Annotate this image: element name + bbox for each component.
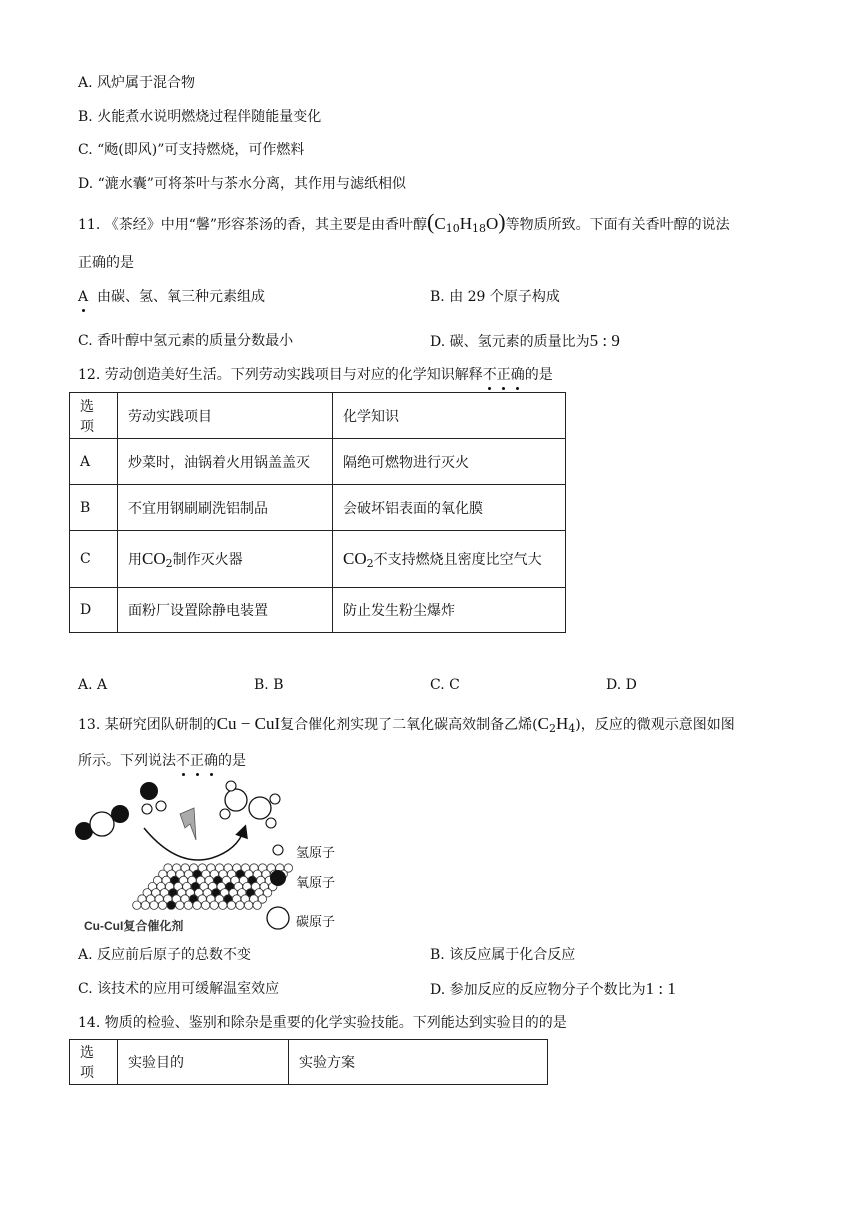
table-cell: C	[70, 531, 118, 588]
q14-table	[69, 1039, 548, 1085]
q10-option-c: C. “飏(即风)”可支持燃烧，可作燃料	[78, 142, 305, 158]
catalyst-atom	[244, 901, 252, 909]
catalyst-atom	[184, 901, 192, 909]
q12-answer-b: B. B	[254, 677, 284, 693]
q13-option-b: B. 该反应属于化合反应	[430, 947, 576, 963]
q10-option-a: A. 风炉属于混合物	[78, 75, 196, 91]
carbon-legend-icon	[267, 907, 289, 929]
q11-option-c: C. 香叶醇中氢元素的质量分数最小	[78, 333, 294, 349]
q12-table	[69, 392, 566, 633]
c2h4-molecule	[220, 781, 280, 828]
q11-option-d: D. 碳、氢元素的质量比为5 : 9	[430, 331, 620, 350]
table-header-cell: 劳动实践项目	[118, 393, 333, 439]
table-cell: $CO_2$不支持燃烧且密度比空气大	[333, 531, 566, 588]
table-cell: A	[70, 439, 118, 485]
catalyst-atom	[236, 901, 244, 909]
h2o-molecule	[140, 782, 166, 814]
table-row	[70, 531, 566, 588]
q11-option-a: A 由碳、氢、氧三种元素组成	[78, 289, 266, 305]
catalyst-atom	[193, 901, 201, 909]
table-header-cell: 选项	[70, 1040, 118, 1085]
catalyst-surface	[133, 864, 293, 910]
q11-stem-line2: 正确的是	[78, 255, 134, 271]
catalyst-atom	[210, 901, 218, 909]
q10-option-b: B. 火能煮水说明燃烧过程伴随能量变化	[78, 109, 322, 125]
co2-molecule	[75, 805, 129, 840]
table-row	[70, 393, 566, 439]
q14-stem: 14. 物质的检验、鉴别和除杂是重要的化学实验技能。下列能达到实验目的的是	[78, 1015, 567, 1031]
energy-icon	[180, 808, 196, 840]
table-row	[70, 439, 566, 485]
table-cell: 会破坏铝表面的氧化膜	[333, 485, 566, 531]
table-header-cell: 选项	[70, 393, 118, 439]
table-cell: D	[70, 588, 118, 633]
table-cell: 面粉厂设置除静电装置	[118, 588, 333, 633]
q12-stem: 12. 劳动创造美好生活。下列劳动实践项目与对应的化学知识解释不正确的是	[78, 367, 553, 383]
table-row	[70, 588, 566, 633]
q12-answer-d: D. D	[606, 677, 637, 693]
legend-hydrogen-label: 氢原子	[296, 846, 336, 861]
catalyst-atom	[219, 901, 227, 909]
q13-stem-line2: 所示。下列说法不正确的是	[78, 753, 246, 769]
table-cell: 防止发生粉尘爆炸	[333, 588, 566, 633]
legend-carbon-label: 碳原子	[296, 915, 336, 930]
catalyst-atom	[176, 901, 184, 909]
catalyst-atom	[253, 901, 261, 909]
diagram-caption: Cu-CuI复合催化剂	[84, 919, 184, 933]
table-row	[70, 485, 566, 531]
q12-answer-c: C. C	[430, 677, 460, 693]
table-row	[70, 1040, 548, 1085]
table-header-cell: 实验方案	[289, 1040, 548, 1085]
table-cell: 不宜用钢刷刷洗铝制品	[118, 485, 333, 531]
catalyst-atom	[227, 901, 235, 909]
hydrogen-legend-icon	[273, 845, 283, 855]
q11-option-b: B. 由 29 个原子构成	[430, 289, 560, 305]
legend-oxygen-label: 氧原子	[296, 876, 336, 891]
table-cell: 炒菜时，油锅着火用锅盖盖灭	[118, 439, 333, 485]
q13-option-c: C. 该技术的应用可缓解温室效应	[78, 981, 280, 997]
q10-option-d: D. “漉水囊”可将茶叶与茶水分离，其作用与滤纸相似	[78, 176, 406, 192]
catalyst-atom	[141, 901, 149, 909]
q12-answer-a: A. A	[78, 677, 108, 693]
catalyst-atom	[150, 901, 158, 909]
oxygen-legend-icon	[270, 870, 286, 886]
catalyst-atom	[201, 901, 209, 909]
catalyst-atom	[133, 901, 141, 909]
q13-stem: 13. 某研究团队研制的Cu − CuI复合催化剂实现了二氧化碳高效制备乙烯$(C_2H_4)$，反应的微观示意图如图	[78, 714, 735, 735]
q13-option-a: A. 反应前后原子的总数不变	[78, 947, 252, 963]
q13-option-d: D. 参加反应的反应物分子个数比为1 : 1	[430, 979, 676, 998]
table-cell: 用$CO_2$制作灭火器	[118, 531, 333, 588]
catalyst-atom	[158, 901, 166, 909]
catalyst-dark-atom	[167, 901, 175, 909]
table-header-cell: 化学知识	[333, 393, 566, 439]
q11-stem: 11. 《茶经》中用“馨”形容茶汤的香，其主要是由香叶醇$(C_{10}H_{18}O)$等物质所致。下面有关香叶醇的说法	[78, 209, 730, 235]
table-cell: 隔绝可燃物进行灭火	[333, 439, 566, 485]
table-cell: B	[70, 485, 118, 531]
table-header-cell: 实验目的	[118, 1040, 289, 1085]
